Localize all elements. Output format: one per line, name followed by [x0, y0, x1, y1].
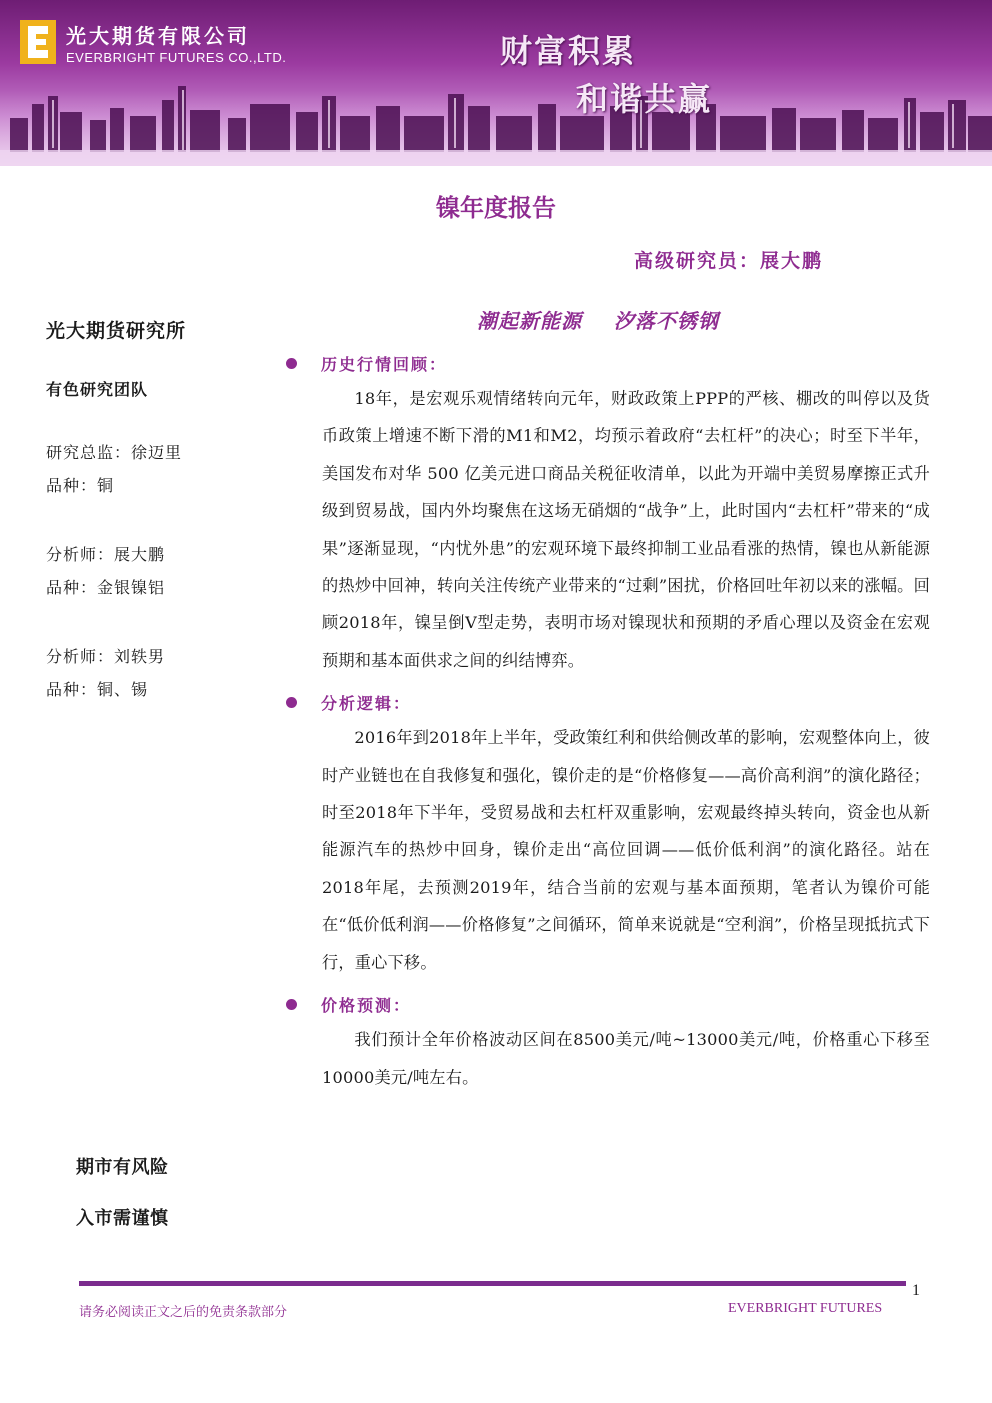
section-paragraph: 18年，是宏观乐观情绪转向元年，财政政策上PPP的严核、棚改的叫停以及货币政策上增速不断下滑的M1和M2，均预示着政府“去杠杆”的决心；时至下半年，美国发布对华 500 亿美元进口商品关税征收清单，以此为开端中美贸易摩擦正式升级到贸易战，国内外均聚焦在这场无硝烟的“战争”上，此时国内“去杠杆”带来的“成果”逐渐显现，“内忧外患”的宏观环境下最终抑制工业品看涨的热情，镍也从新能源的热炒中回神，转向关注传统产业带来的“过剩”困扰，价格回吐年初以来的涨幅。回顾2018年，镍呈倒V型走势，表明市场对镍现状和预期的矛盾心理以及资金在宏观预期和基本面供求之间的纠结博弈。 [322, 389, 930, 670]
brand-name-cn: 光大期货有限公司 [66, 24, 250, 48]
institute-name: 光大期货研究所 [46, 320, 187, 342]
risk-warning-line-1: 期市有风险 [76, 1157, 169, 1178]
team-member [46, 640, 256, 706]
team-member [46, 436, 256, 502]
member-variety: 品种：铜 [46, 476, 115, 495]
report-subtitle: 潮起新能源 汐落不锈钢 [477, 309, 719, 333]
disclaimer-note: 请务必阅读正文之后的免责条款部分 [79, 1305, 288, 1320]
section-title: 历史行情回顾： [321, 354, 448, 374]
header-banner [0, 0, 992, 166]
report-body [284, 346, 930, 1102]
footer-brand: EVERBRIGHT FUTURES [728, 1301, 883, 1316]
member-role: 分析师：展大鹏 [46, 545, 166, 564]
page-number: 1 [912, 1282, 920, 1299]
bullet-icon [286, 358, 297, 369]
section-title: 分析逻辑： [321, 693, 412, 713]
member-variety: 品种：铜、锡 [46, 680, 149, 699]
team-name: 有色研究团队 [46, 380, 149, 399]
slogan-line-2: 和谐共赢 [576, 80, 713, 118]
section-paragraph: 我们预计全年价格波动区间在8500美元/吨~13000美元/吨，价格重心下移至10000美元/吨左右。 [322, 1030, 930, 1087]
member-variety: 品种：金银镍铝 [46, 578, 166, 597]
risk-warning-line-2: 入市需谨慎 [76, 1208, 169, 1229]
slogan-line-1: 财富积累 [500, 32, 637, 70]
member-role: 研究总监：徐迈里 [46, 443, 183, 462]
section-logic [284, 685, 930, 981]
everbright-logo-icon [20, 20, 56, 64]
report-title: 镍年度报告 [436, 194, 556, 222]
brand-name-en: EVERBRIGHT FUTURES CO.,LTD. [66, 50, 287, 65]
research-team-sidebar [46, 316, 256, 706]
section-history [284, 346, 930, 679]
team-member [46, 538, 256, 604]
bullet-icon [286, 697, 297, 708]
section-title: 价格预测： [321, 995, 412, 1015]
section-forecast [284, 987, 930, 1096]
member-role: 分析师：刘轶男 [46, 647, 166, 666]
bullet-icon [286, 999, 297, 1010]
section-paragraph: 2016年到2018年上半年，受政策红利和供给侧改革的影响，宏观整体向上，彼时产业链也在自我修复和强化，镍价走的是“价格修复——高价高利润”的演化路径；时至2018年下半年，受贸易战和去杠杆双重影响，宏观最终掉头转向，资金也从新能源汽车的热炒中回身，镍价走出“高位回调——低价低利润”的演化路径。站在2018年尾，去预测2019年，结合当前的宏观与基本面预期，笔者认为镍价可能在“低价低利润——价格修复”之间循环，简单来说就是“空利润”，价格呈现抵抗式下行，重心下移。 [322, 728, 931, 972]
footer-divider [79, 1281, 906, 1286]
report-author: 高级研究员：展大鹏 [634, 250, 824, 272]
